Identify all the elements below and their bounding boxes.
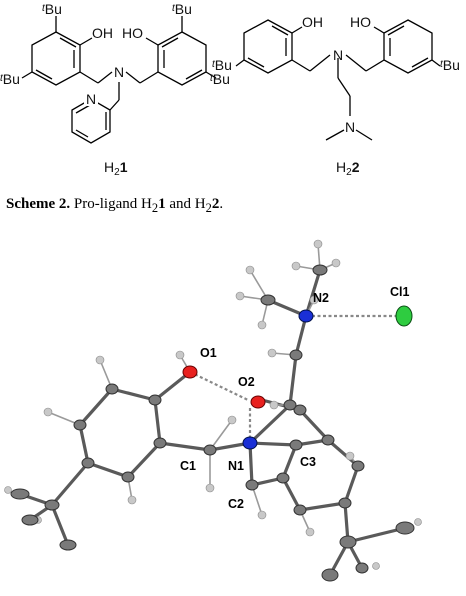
atom-label-o2: O2: [238, 375, 255, 389]
ho-label: HO: [350, 14, 371, 30]
tbu-label: $^t$Bu: [172, 1, 192, 17]
atom-label-c1: C1: [180, 459, 196, 473]
atom-label-o1: O1: [200, 346, 217, 360]
n-label: N: [333, 47, 344, 63]
tbu-label: $^t$Bu: [42, 1, 62, 17]
atom-label-cl1: Cl1: [390, 285, 410, 299]
tbu-label: $^t$Bu: [440, 57, 460, 73]
atom-label-c2: C2: [228, 497, 244, 511]
n-label: N: [114, 64, 125, 80]
oh-label: OH: [92, 25, 113, 41]
nitrogen-atom-n2: [299, 310, 313, 322]
atom-label-n1: N1: [228, 459, 244, 473]
ho-label: HO: [122, 25, 143, 41]
crystal-structure: [5, 240, 422, 581]
pyridine-n-label: N: [86, 91, 97, 107]
atom-label-n2: N2: [313, 291, 329, 305]
tbu-label: $^t$Bu: [0, 71, 20, 87]
atom-label-c3: C3: [300, 455, 316, 469]
ligand-2-structure: [236, 20, 440, 140]
scheme-caption: Scheme 2. Pro-ligand $H_21$ and $H_22$.: [6, 196, 224, 215]
ligand-1-name: $H_21$: [104, 159, 128, 178]
oxygen-atom-o1: [183, 366, 197, 378]
amine-n-label: N: [345, 119, 356, 135]
oh-label: OH: [302, 14, 323, 30]
oxygen-atom-o2: [251, 396, 265, 408]
tbu-label: $^t$Bu: [210, 71, 230, 87]
chlorine-atom-cl1: [396, 306, 412, 326]
tbu-label: $^t$Bu: [212, 57, 232, 73]
ligand-2-name: $H_22$: [336, 159, 360, 178]
nitrogen-atom-n1: [243, 437, 257, 449]
